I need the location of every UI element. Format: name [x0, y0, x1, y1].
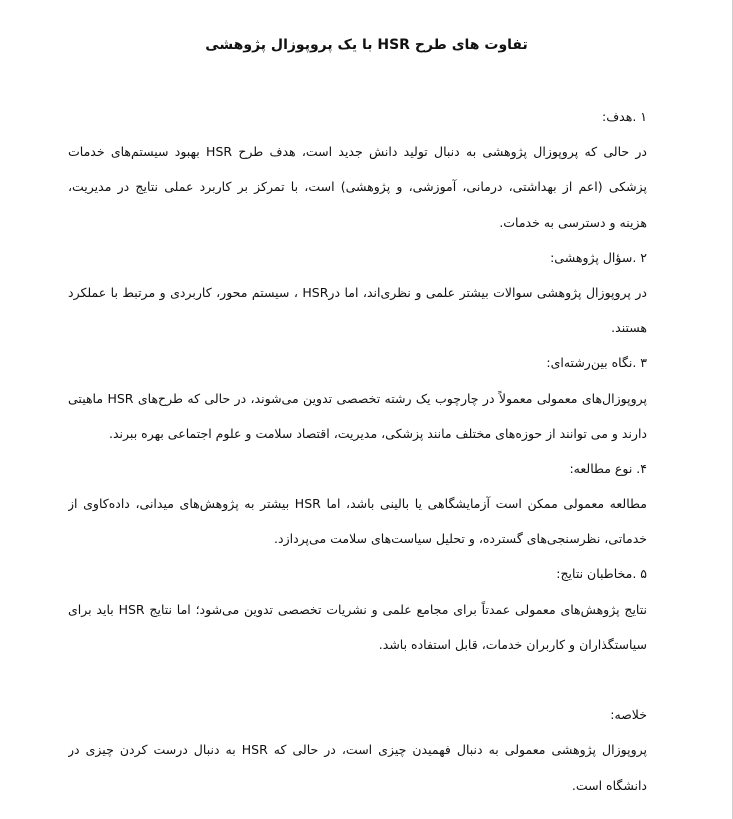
paragraph-line: هزینه و دسترسی به خدمات. [499, 214, 647, 230]
paragraph-line: در پروپوزال پژوهشی سوالات بیشتر علمی و نظری‌اند، اما درHSR ، سیستم محور، کاربردی و مرتبط با عملکرد [68, 284, 647, 300]
document-body [68, 99, 647, 803]
section-research-question [68, 240, 647, 346]
section-study-type [68, 451, 647, 557]
section-heading: ۳ .نگاه بین‌رشته‌ای: [546, 355, 647, 371]
paragraph-line: پزشکی (اعم از بهداشتی، درمانی، آموزشی، و پژوهشی) است، با تمرکز بر کاربرد عملی نتایج در مدیریت، [68, 179, 647, 195]
section-heading: ۴. نوع مطالعه: [569, 460, 647, 476]
document-title: تفاوت های طرح HSR با یک پروپوزال پژوهشی [205, 37, 528, 53]
paragraph-line: خدماتی، نظرسنجی‌های گسترده، و تحلیل سیاست‌های سلامت می‌پردازد. [274, 531, 647, 547]
paragraph-line: دانشگاه است. [571, 777, 647, 793]
section-interdisciplinary [68, 345, 647, 451]
section-heading: ۲ .سؤال پژوهشی: [550, 249, 647, 265]
paragraph-line: مطالعه معمولی ممکن است آزمایشگاهی یا بالینی باشد، اما HSR بیشتر به پژوهش‌های میدانی، داده‌کاوی از [68, 496, 647, 512]
section-goal [68, 99, 647, 240]
section-summary [68, 697, 647, 803]
section-heading: خلاصه: [610, 707, 647, 723]
paragraph-line: پروپوزال پژوهشی معمولی به دنبال فهمیدن چیزی است، در حالی که HSR به دنبال درست کردن چیزی در [68, 742, 647, 758]
section-audience [68, 556, 647, 662]
paragraph-line: نتایج پژوهش‌های معمولی عمدتاً برای مجامع علمی و نشریات تخصصی تدوین می‌شود؛ اما نتایج HSR باید برای [68, 601, 647, 617]
paragraph-line: در حالی که پروپوزال پژوهشی به دنبال تولید دانش جدید است، هدف طرح HSR بهبود سیستم‌های خدمات [68, 144, 647, 160]
paragraph-line: سیاستگذاران و کاربران خدمات، قابل استفاده باشد. [378, 636, 647, 652]
section-heading: ۵ .مخاطبان نتایج: [556, 566, 647, 582]
paragraph-line: دارند و می توانند از حوزه‌های مختلف مانند پزشکی، مدیریت، اقتصاد سلامت و علوم اجتماعی بهره ببرند. [109, 425, 647, 441]
paragraph-line: هستند. [611, 320, 647, 336]
blank-line [68, 662, 647, 697]
section-heading: ۱ .هدف: [602, 109, 647, 124]
paragraph-line: پروپوزال‌های معمولی معمولاً در چارچوب یک رشته تخصصی تدوین می‌شوند، در حالی که طرح‌های HSR ماهیتی [68, 390, 647, 406]
